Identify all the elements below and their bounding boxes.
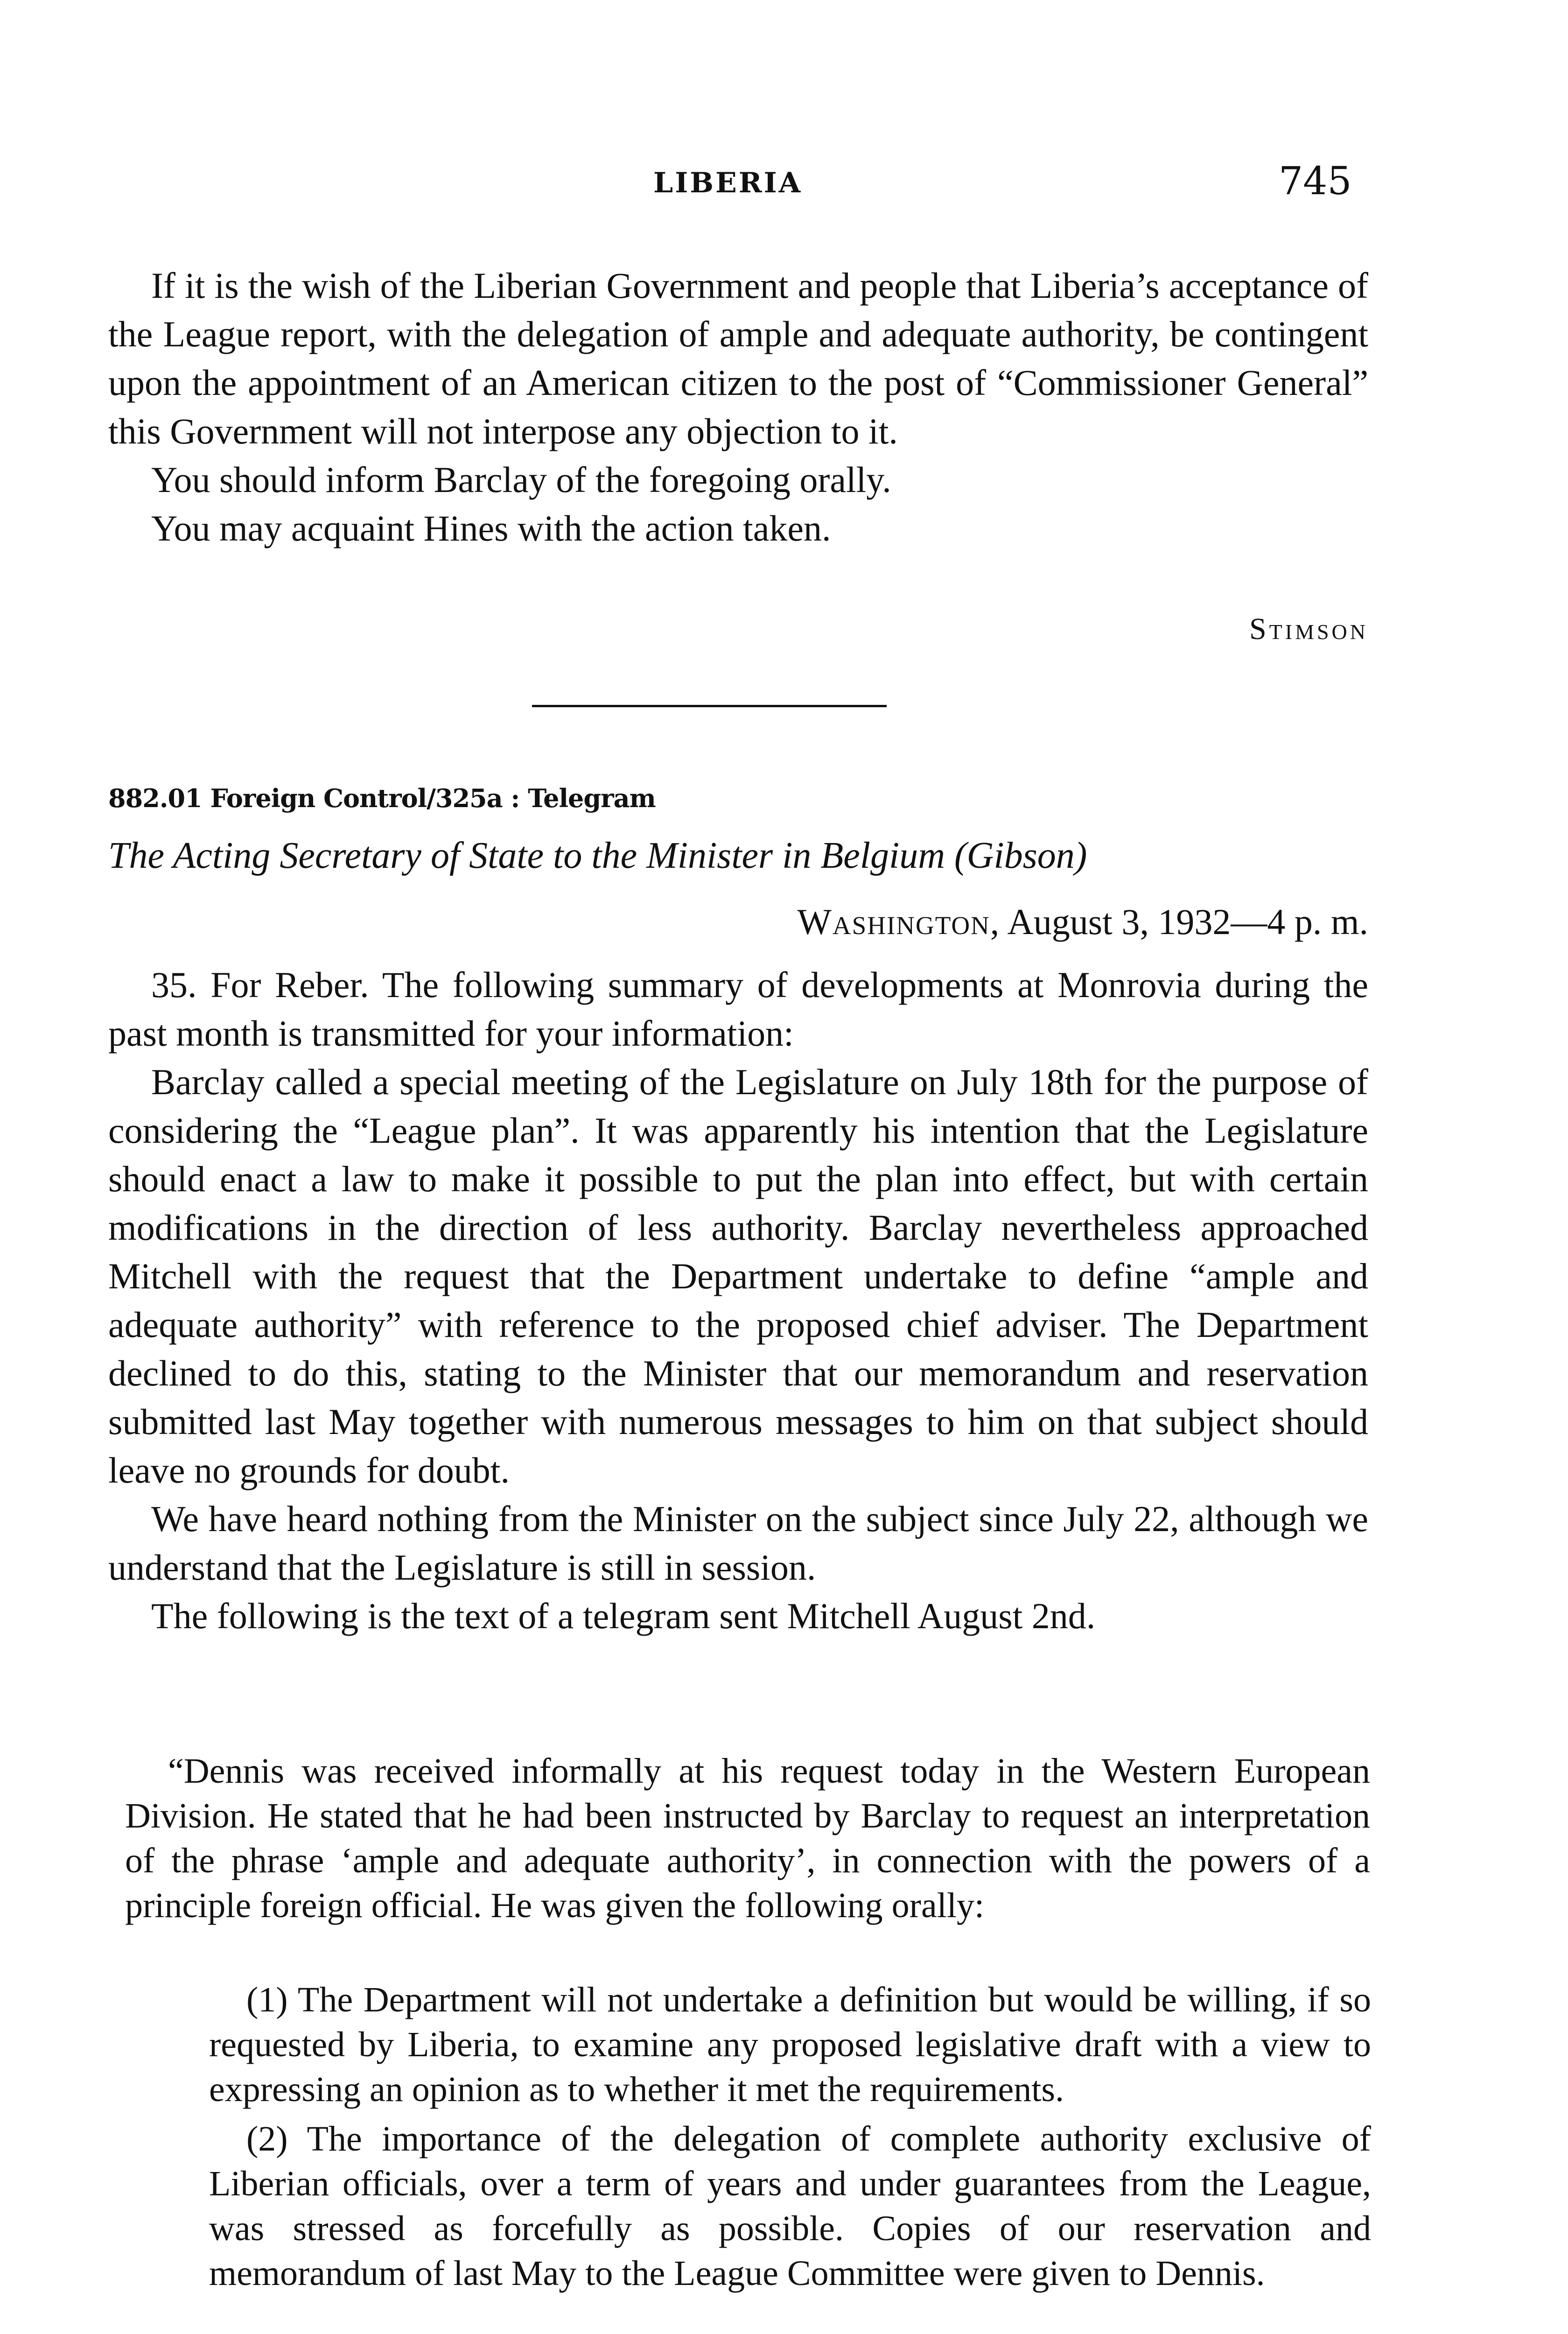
opening-block <box>108 261 1368 553</box>
quoted-paragraph: “Dennis was received informally at his request today in the Western European Division. He stated that he had been instructed by Barclay to request an interpretation of the phrase ‘ample and adequate authority’, in connection with the powers of a principle foreign official. He was given the following orally: <box>125 1751 1370 1925</box>
numbered-item-2: (2) The importance of the delegation of complete authority exclusive of Liberian officials, over a term of years and under guarantees from the League, was stressed as forcefully as possible. Copies of our reservation and memorandum of last May to the League Committee were given to Dennis. <box>209 2119 1371 2293</box>
opening-paragraph-2: You should inform Barclay of the foregoing orally. <box>151 459 891 500</box>
body-paragraph-1: 35. For Reber. The following summary of developments at Monrovia during the past month is transmitted for your information: <box>108 964 1368 1054</box>
file-reference: 882.01 Foreign Control/325a : Telegram <box>108 783 656 813</box>
numbered-item-1: (1) The Department will not undertake a definition but would be willing, if so requested by Liberia, to examine any proposed legislative draft with a view to expressing an opinion as to whether it met the requirements. <box>209 1980 1371 2109</box>
page-number: 745 <box>1279 159 1352 204</box>
quoted-telegram <box>125 1749 1370 1928</box>
opening-paragraph-3: You may acquaint Hines with the action taken. <box>151 508 831 548</box>
dateline-date: August 3, 1932—4 p. m. <box>1007 901 1368 942</box>
opening-paragraph-1: If it is the wish of the Liberian Government and people that Liberia’s acceptance of the League report, with the delegation of ample and adequate authority, be contingent upon the appointment of an American citizen to the post of “Commissioner General” this Government will not interpose any objection to it. <box>108 265 1368 451</box>
dateline-place: Washington, <box>797 901 1001 942</box>
numbered-list <box>209 1977 1371 2300</box>
running-head: LIBERIA <box>653 167 803 199</box>
section-divider <box>532 705 887 707</box>
body-paragraph-3: We have heard nothing from the Minister on the subject since July 22, although we understand that the Legislature is still in session. <box>108 1498 1368 1588</box>
body-paragraph-4: The following is the text of a telegram sent Mitchell August 2nd. <box>151 1596 1096 1636</box>
body-paragraph-2: Barclay called a special meeting of the Legislature on July 18th for the purpose of considering the “League plan”. It was apparently his intention that the Legislature should enact a law to make it possible to put the plan into effect, but with certain modifications in the direction of less authority. Barclay nevertheless approached Mitchell with the request that the Department undertake to define “ample and adequate authority” with reference to the proposed chief adviser. The Department declined to do this, stating to the Minister that our memorandum and reservation submitted last May together with numerous messages to him on that subject should leave no grounds for doubt. <box>108 1062 1368 1490</box>
signature: Stimson <box>1249 612 1368 646</box>
dateline <box>797 901 1368 943</box>
document-title: The Acting Secretary of State to the Minister in Belgium (Gibson) <box>108 835 1087 876</box>
telegram-body <box>108 961 1368 1640</box>
